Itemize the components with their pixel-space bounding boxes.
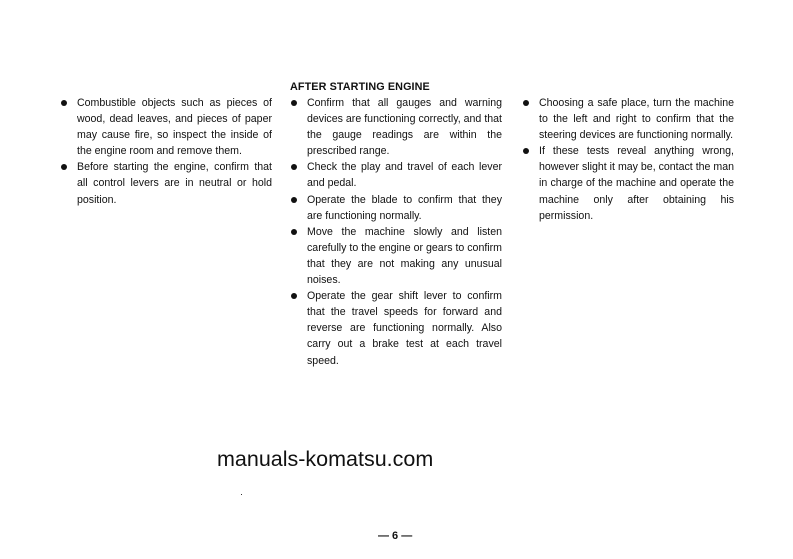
watermark-link[interactable]: manuals-komatsu.com bbox=[217, 447, 434, 471]
page-number: — 6 — bbox=[378, 530, 413, 542]
list-item bbox=[290, 159, 502, 191]
speck-mark bbox=[241, 494, 242, 495]
bullet-list bbox=[290, 95, 502, 369]
bullet-list bbox=[60, 95, 272, 208]
list-item bbox=[522, 143, 734, 223]
column-left bbox=[60, 95, 272, 208]
list-item bbox=[290, 224, 502, 288]
list-item-text: Confirm that all gauges and warning devices are functioning correctly, and that the gauge readings are within the prescribed range. bbox=[307, 97, 502, 158]
bullet-icon bbox=[291, 100, 297, 106]
bullet-icon bbox=[61, 100, 67, 106]
list-item bbox=[60, 95, 272, 159]
list-item-text: Choosing a safe place, turn the machine to the left and right to confirm that the steering devices are functioning normally. bbox=[539, 97, 734, 142]
bullet-icon bbox=[523, 148, 529, 154]
list-item-text: Check the play and travel of each lever and pedal. bbox=[307, 161, 502, 190]
list-item-text: Move the machine slowly and listen carefully to the engine or gears to confirm that they are not making any unusual noises. bbox=[307, 225, 502, 287]
bullet-icon bbox=[291, 164, 297, 170]
list-item bbox=[290, 288, 502, 368]
bullet-list bbox=[522, 95, 734, 224]
bullet-icon bbox=[523, 100, 529, 106]
bullet-icon bbox=[291, 293, 297, 299]
list-item bbox=[522, 95, 734, 143]
bullet-icon bbox=[61, 164, 67, 170]
bullet-icon bbox=[291, 197, 297, 203]
column-right bbox=[522, 95, 734, 224]
list-item-text: Combustible objects such as pieces of wood, dead leaves, and pieces of paper may cause fire, so inspect the inside of the engine room and remove them. bbox=[77, 97, 272, 158]
list-item-text: If these tests reveal anything wrong, however slight it may be, contact the man in charge of the machine and operate the machine only after obtaining his permission. bbox=[539, 145, 734, 222]
section-heading: AFTER STARTING ENGINE bbox=[290, 81, 430, 93]
list-item bbox=[290, 95, 502, 159]
bullet-icon bbox=[291, 229, 297, 235]
list-item-text: Operate the blade to confirm that they are functioning normally. bbox=[307, 193, 502, 222]
list-item bbox=[60, 159, 272, 207]
list-item-text: Before starting the engine, confirm that all control levers are in neutral or hold position. bbox=[77, 161, 272, 206]
column-middle bbox=[290, 79, 502, 369]
list-item bbox=[290, 192, 502, 224]
list-item-text: Operate the gear shift lever to confirm that the travel speeds for forward and reverse are functioning normally. Also carry out a brake test at each travel speed. bbox=[307, 290, 502, 367]
